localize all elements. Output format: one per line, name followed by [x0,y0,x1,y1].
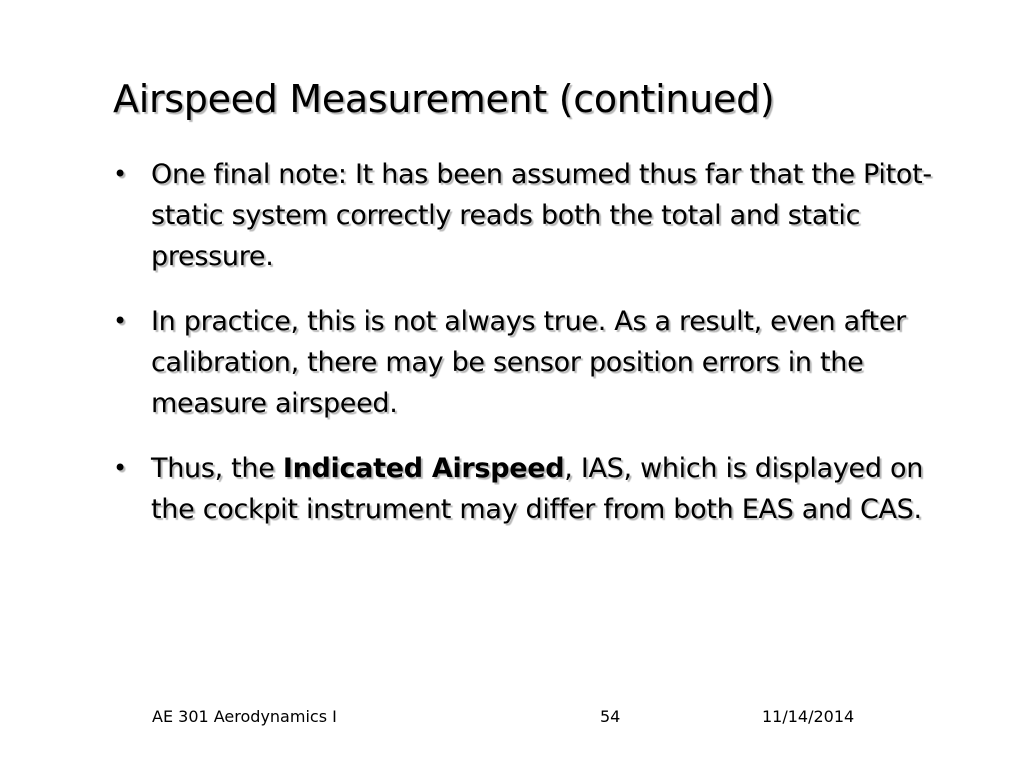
bullet-icon: • [113,160,127,188]
bullet-text-suffix: , IAS, which is displayed on the cockpit instrument may differ from both EAS and CAS. [151,453,924,525]
bullet-item [113,448,963,530]
bullet-text-bold-term: Indicated Airspeed [282,453,565,484]
slide-title: Airspeed Measurement (continued) [113,77,775,121]
footer-date: 11/14/2014 [762,707,855,726]
bullet-text: In practice, this is not always true. As a result, even after calibration, there may be sensor position errors in the measure airspeed. [151,306,906,419]
footer-course: AE 301 Aerodynamics I [152,707,337,726]
bullet-text-prefix: Thus, the [151,453,283,484]
bullet-item [113,301,963,424]
bullet-item [113,154,963,277]
bullet-icon: • [113,307,127,335]
bullet-text: One final note: It has been assumed thus far that the Pitot-static system correctly reads both the total and static pressure. [151,159,932,272]
bullet-list [113,154,963,554]
bullet-icon: • [113,454,127,482]
footer-page-number: 54 [600,707,621,726]
